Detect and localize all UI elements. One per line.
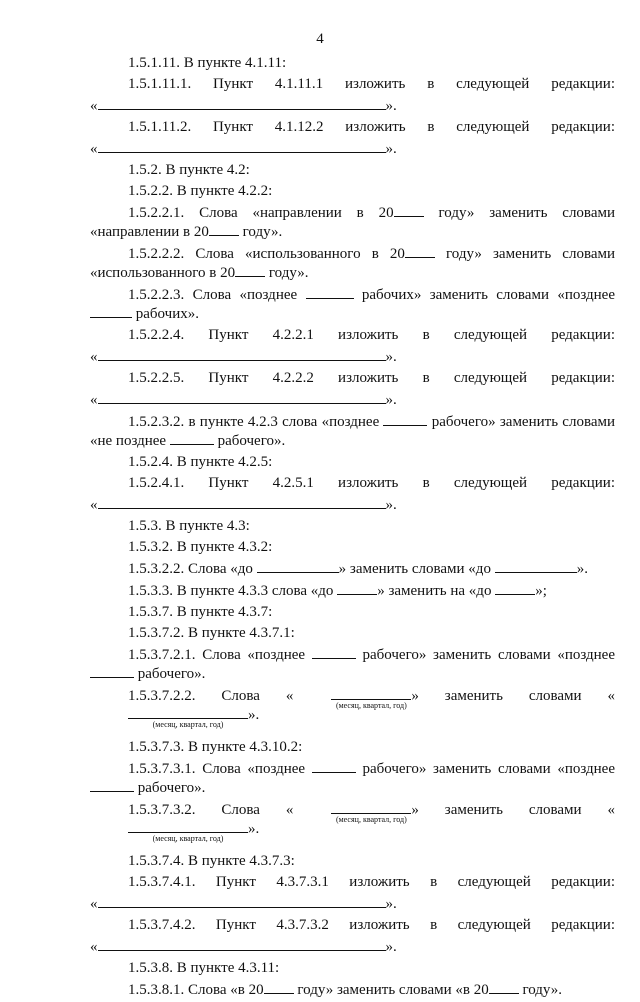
field-caption: (месяц, квартал, год)	[152, 720, 224, 729]
paragraph-1-5-3-2: 1.5.3.2. В пункте 4.3.2:	[128, 539, 273, 555]
paragraph-1-5-3-7-2: 1.5.3.7.2. В пункте 4.3.7.1:	[128, 625, 295, 641]
paragraph-1-5-3-8: 1.5.3.8. В пункте 4.3.11:	[128, 960, 280, 976]
paragraph-1-5-2-4: 1.5.2.4. В пункте 4.2.5:	[128, 454, 273, 470]
paragraph-1-5-2-2-5: 1.5.2.2.5. Пункт 4.2.2.2 изложить в следующей редакции:	[128, 370, 615, 386]
replacement-text-line: « ».	[90, 349, 397, 365]
paragraph-1-5-3-7-2-2: 1.5.3.7.2.2. Слова « (месяц, квартал, год) » заменить словами « (месяц, квартал, год) ».	[90, 686, 615, 724]
replacement-text-line: « ».	[90, 98, 397, 114]
paragraph-1-5-2-2-1: 1.5.2.2.1. Слова «направлении в 20 году» заменить словами «направлении в 20 году».	[90, 205, 615, 240]
page-number: 4	[316, 31, 324, 47]
paragraph-1-5-2-2: 1.5.2.2. В пункте 4.2.2:	[128, 183, 273, 199]
replacement-text-line: « ».	[90, 896, 397, 912]
replacement-text-line: « ».	[90, 497, 397, 513]
replacement-text-line: « ».	[90, 939, 397, 955]
paragraph-1-5-2-4-1: 1.5.2.4.1. Пункт 4.2.5.1 изложить в следующей редакции:	[128, 475, 615, 491]
field-caption: (месяц, квартал, год)	[335, 701, 407, 710]
paragraph-1-5-1-11-2: 1.5.1.11.2. Пункт 4.1.12.2 изложить в следующей редакции:	[128, 119, 615, 135]
paragraph-1-5-3-7-3-2: 1.5.3.7.3.2. Слова « (месяц, квартал, год) » заменить словами « (месяц, квартал, год) ».	[90, 800, 615, 838]
paragraph-1-5-3-7-4-2: 1.5.3.7.4.2. Пункт 4.3.7.3.2 изложить в следующей редакции:	[128, 917, 615, 933]
paragraph-1-5-2-3-2: 1.5.2.3.2. в пункте 4.2.3 слова «позднее рабочего» заменить словами «не позднее рабочего».	[90, 414, 616, 449]
field-caption: (месяц, квартал, год)	[335, 815, 407, 824]
paragraph-1-5-3-7-4: 1.5.3.7.4. В пункте 4.3.7.3:	[128, 853, 295, 869]
paragraph-1-5-2-2-2: 1.5.2.2.2. Слова «использованного в 20 году» заменить словами «использованного в 20 году».	[90, 246, 616, 281]
paragraph-1-5-3-7-3-1: 1.5.3.7.3.1. Слова «позднее рабочего» заменить словами «позднее рабочего».	[90, 759, 615, 797]
paragraph-1-5-3-8-1: 1.5.3.8.1. Слова «в 20 году» заменить словами «в 20 году».	[128, 982, 563, 998]
document-body	[90, 54, 615, 1002]
paragraph-1-5-2-2-4: 1.5.2.2.4. Пункт 4.2.2.1 изложить в следующей редакции:	[128, 327, 615, 343]
paragraph-1-5-2: 1.5.2. В пункте 4.2:	[128, 162, 250, 178]
paragraph-1-5-1-11: 1.5.1.11. В пункте 4.1.11:	[128, 55, 287, 71]
paragraph-1-5-3-7: 1.5.3.7. В пункте 4.3.7:	[128, 604, 273, 620]
paragraph-1-5-3: 1.5.3. В пункте 4.3:	[128, 518, 250, 534]
replacement-text-line: « ».	[90, 141, 397, 157]
paragraph-1-5-3-3: 1.5.3.3. В пункте 4.3.3 слова «до » заменить на «до »;	[128, 583, 547, 599]
paragraph-1-5-3-7-2-1: 1.5.3.7.2.1. Слова «позднее рабочего» заменить словами «позднее рабочего».	[90, 645, 615, 683]
paragraph-1-5-1-11-1: 1.5.1.11.1. Пункт 4.1.11.1 изложить в следующей редакции:	[128, 76, 615, 92]
replacement-text-line: « ».	[90, 392, 397, 408]
paragraph-1-5-3-7-4-1: 1.5.3.7.4.1. Пункт 4.3.7.3.1 изложить в следующей редакции:	[128, 874, 615, 890]
paragraph-1-5-3-2-2: 1.5.3.2.2. Слова «до » заменить словами «до ».	[128, 561, 588, 577]
paragraph-1-5-3-7-3: 1.5.3.7.3. В пункте 4.3.10.2:	[128, 739, 303, 755]
paragraph-1-5-2-2-3: 1.5.2.2.3. Слова «позднее рабочих» заменить словами «позднее рабочих».	[90, 285, 615, 323]
field-caption: (месяц, квартал, год)	[152, 834, 224, 843]
